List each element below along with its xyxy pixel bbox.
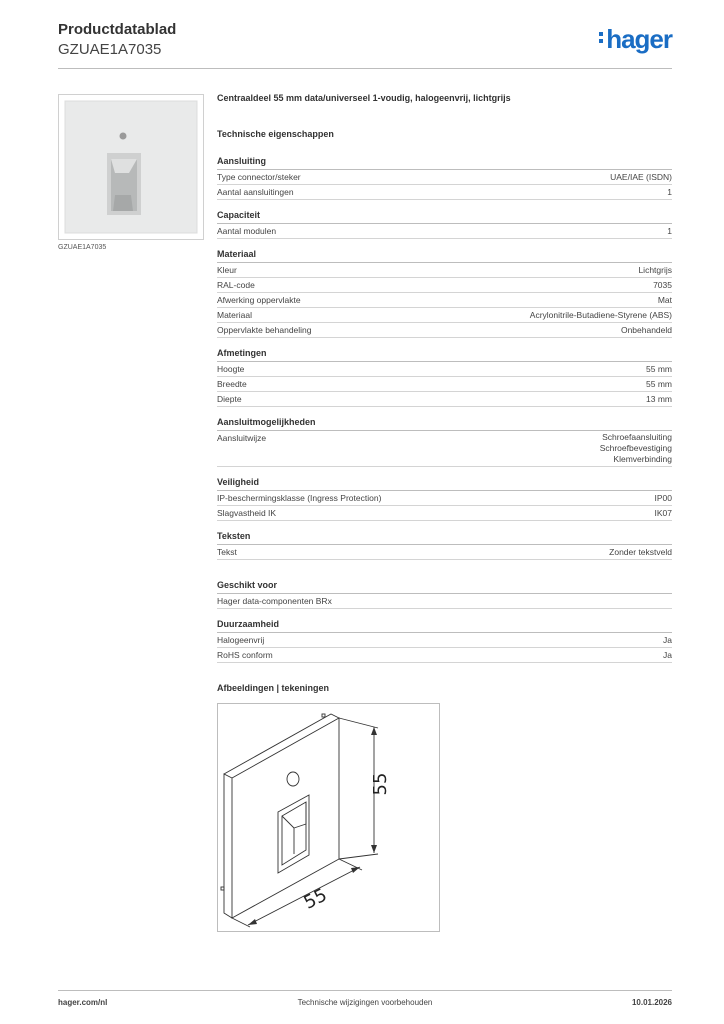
spec-label: Hager data-componenten BRx — [217, 596, 332, 606]
spec-value: Ja — [663, 635, 672, 645]
spec-value: 55 mm — [646, 379, 672, 389]
spec-content — [217, 92, 672, 672]
page-title: Productdatablad — [58, 21, 177, 38]
product-code: GZUAE1A7035 — [58, 41, 162, 58]
spec-row — [217, 377, 672, 392]
footer-date: 10.01.2026 — [631, 998, 672, 1007]
section-afmetingen — [217, 347, 672, 407]
spec-row — [217, 392, 672, 407]
spec-row — [217, 323, 672, 338]
section-title: Veiligheid — [217, 476, 672, 491]
section-title: Materiaal — [217, 248, 672, 263]
spec-label: Aantal aansluitingen — [217, 187, 294, 197]
spec-value: 1 — [667, 187, 672, 197]
spec-value-list — [600, 432, 672, 465]
spec-row — [217, 293, 672, 308]
spec-row — [217, 278, 672, 293]
spec-label: Afwerking oppervlakte — [217, 295, 301, 305]
spec-label: Halogeenvrij — [217, 635, 265, 645]
spec-label: Materiaal — [217, 310, 252, 320]
spec-row — [217, 545, 672, 560]
spec-label: Type connector/steker — [217, 172, 301, 182]
section-title: Duurzaamheid — [217, 618, 672, 633]
spec-value: Ja — [663, 650, 672, 660]
header-divider — [58, 68, 672, 69]
spec-row — [217, 648, 672, 663]
footer-notice: Technische wijzigingen voorbehouden — [297, 998, 433, 1007]
spec-label: Hoogte — [217, 364, 245, 374]
logo-text: hager — [606, 24, 672, 54]
spec-row — [217, 224, 672, 239]
thumbnail-caption: GZUAE1A7035 — [58, 244, 107, 251]
spec-value: UAE/IAE (ISDN) — [610, 172, 672, 182]
section-title: Geschikt voor — [217, 579, 672, 594]
section-materiaal — [217, 248, 672, 338]
section-geschikt-voor — [217, 579, 672, 609]
section-veiligheid — [217, 476, 672, 521]
spec-row — [217, 491, 672, 506]
height-dimension-label: 55 — [370, 772, 391, 796]
section-title: Capaciteit — [217, 209, 672, 224]
spec-value: Zonder tekstveld — [609, 547, 672, 557]
spec-value: IK07 — [654, 508, 672, 518]
product-thumbnail — [58, 94, 204, 240]
spec-row — [217, 185, 672, 200]
spec-row — [217, 594, 672, 609]
spec-row — [217, 506, 672, 521]
images-heading: Afbeeldingen | tekeningen — [217, 683, 330, 693]
section-title: Afmetingen — [217, 347, 672, 362]
spec-value: 55 mm — [646, 364, 672, 374]
spec-label: Aansluitwijze — [217, 433, 267, 443]
spec-row — [217, 633, 672, 648]
spec-value: Onbehandeld — [620, 325, 672, 335]
spec-value: 7035 — [653, 280, 672, 290]
section-aansluitmogelijkheden — [217, 416, 672, 467]
spec-value: Klemverbinding — [613, 454, 672, 464]
spec-value: Schroefbevestiging — [599, 443, 672, 453]
width-dimension-label: 55 — [300, 884, 331, 914]
spec-value: Acrylonitrile-Butadiene-Styrene (ABS) — [529, 310, 672, 320]
section-teksten — [217, 530, 672, 560]
spec-row — [217, 170, 672, 185]
spec-row — [217, 362, 672, 377]
logo-dots-icon — [599, 32, 604, 46]
spec-label: Oppervlakte behandeling — [217, 325, 312, 335]
spec-value: Schroefaansluiting — [602, 432, 672, 442]
spec-value: IP00 — [654, 493, 672, 503]
technical-drawing — [217, 703, 440, 932]
spec-row — [217, 308, 672, 323]
spec-value: Mat — [657, 295, 672, 305]
section-aansluiting — [217, 155, 672, 200]
section-duurzaamheid — [217, 618, 672, 663]
spec-label: Slagvastheid IK — [217, 508, 277, 518]
spec-label: IP-beschermingsklasse (Ingress Protection) — [217, 493, 382, 503]
spec-label: Breedte — [217, 379, 247, 389]
spec-label: RoHS conform — [217, 650, 273, 660]
footer-website-link[interactable]: hager.com/nl — [58, 998, 108, 1007]
spec-label: Kleur — [217, 265, 237, 275]
spec-value: 1 — [667, 226, 672, 236]
hager-logo — [599, 24, 672, 55]
spec-label: RAL-code — [217, 280, 255, 290]
spec-row — [217, 263, 672, 278]
spec-label: Tekst — [217, 547, 237, 557]
spec-heading: Technische eigenschappen — [217, 129, 334, 139]
spec-label: Aantal modulen — [217, 226, 277, 236]
section-capaciteit — [217, 209, 672, 239]
page-header — [58, 20, 672, 70]
spec-value: Lichtgrijs — [638, 265, 672, 275]
section-title: Teksten — [217, 530, 672, 545]
product-title: Centraaldeel 55 mm data/universeel 1-voudig, halogeenvrij, lichtgrijs — [217, 93, 511, 103]
spec-row — [217, 431, 672, 467]
spec-value: 13 mm — [646, 394, 672, 404]
spec-label: Diepte — [217, 394, 242, 404]
dimension-drawing-icon — [218, 704, 439, 931]
section-title: Aansluiting — [217, 155, 672, 170]
section-title: Aansluitmogelijkheden — [217, 416, 672, 431]
product-photo-icon — [59, 95, 203, 239]
footer-divider — [58, 990, 672, 991]
